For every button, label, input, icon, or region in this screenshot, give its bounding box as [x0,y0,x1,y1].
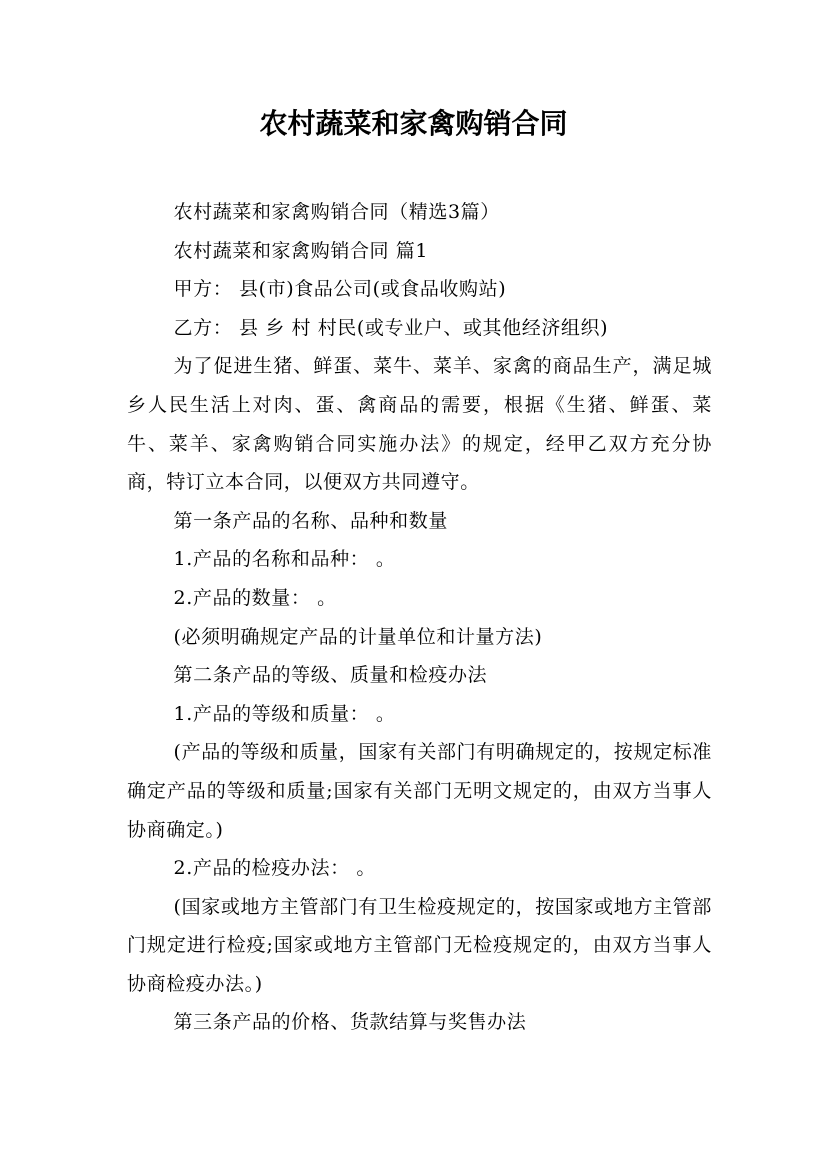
paragraph-article-1-note: (必须明确规定产品的计量单位和计量方法) [173,625,543,648]
paragraph-article-1: 第一条产品的名称、品种和数量 [173,509,448,532]
paragraph-article-3: 第三条产品的价格、货款结算与奖售办法 [173,1011,527,1034]
paragraph-article-1-item-2: 2.产品的数量： 。 [173,586,337,609]
paragraph-article-1-item-1: 1.产品的名称和品种： 。 [173,548,396,571]
paragraph-party-a: 甲方： 县(市)食品公司(或食品收购站) [173,278,507,301]
paragraph-article-2-note-2: (国家或地方主管部门有卫生检疫规定的，按国家或地方主管部门规定进行检疫;国家或地方主管部门无检疫规定的，由双方当事人协商检疫办法。) [127,895,712,995]
document-title: 农村蔬菜和家禽购销合同 [259,107,568,140]
paragraph-article-2-note-1: (产品的等级和质量，国家有关部门有明确规定的，按规定标准确定产品的等级和质量;国家有关部门无明文规定的，由双方当事人协商确定。) [127,741,712,841]
paragraph-article-2: 第二条产品的等级、质量和检疫办法 [173,664,488,687]
paragraph-party-b: 乙方： 县 乡 村 村民(或专业户、或其他经济组织) [173,316,609,339]
paragraph-article-2-item-1: 1.产品的等级和质量： 。 [173,702,396,725]
paragraph-article-2-item-2: 2.产品的检疫办法： 。 [173,857,376,880]
document-body [127,193,712,1042]
paragraph-preamble: 为了促进生猪、鲜蛋、菜牛、菜羊、家禽的商品生产，满足城乡人民生活上对肉、蛋、禽商品的需要，根据《生猪、鲜蛋、菜牛、菜羊、家禽购销合同实施办法》的规定，经甲乙双方充分协商，特订立本合同，以便双方共同遵守。 [127,355,712,494]
paragraph-section-heading: 农村蔬菜和家禽购销合同 篇1 [173,239,429,262]
paragraph-subtitle: 农村蔬菜和家禽购销合同（精选3篇） [173,201,500,223]
